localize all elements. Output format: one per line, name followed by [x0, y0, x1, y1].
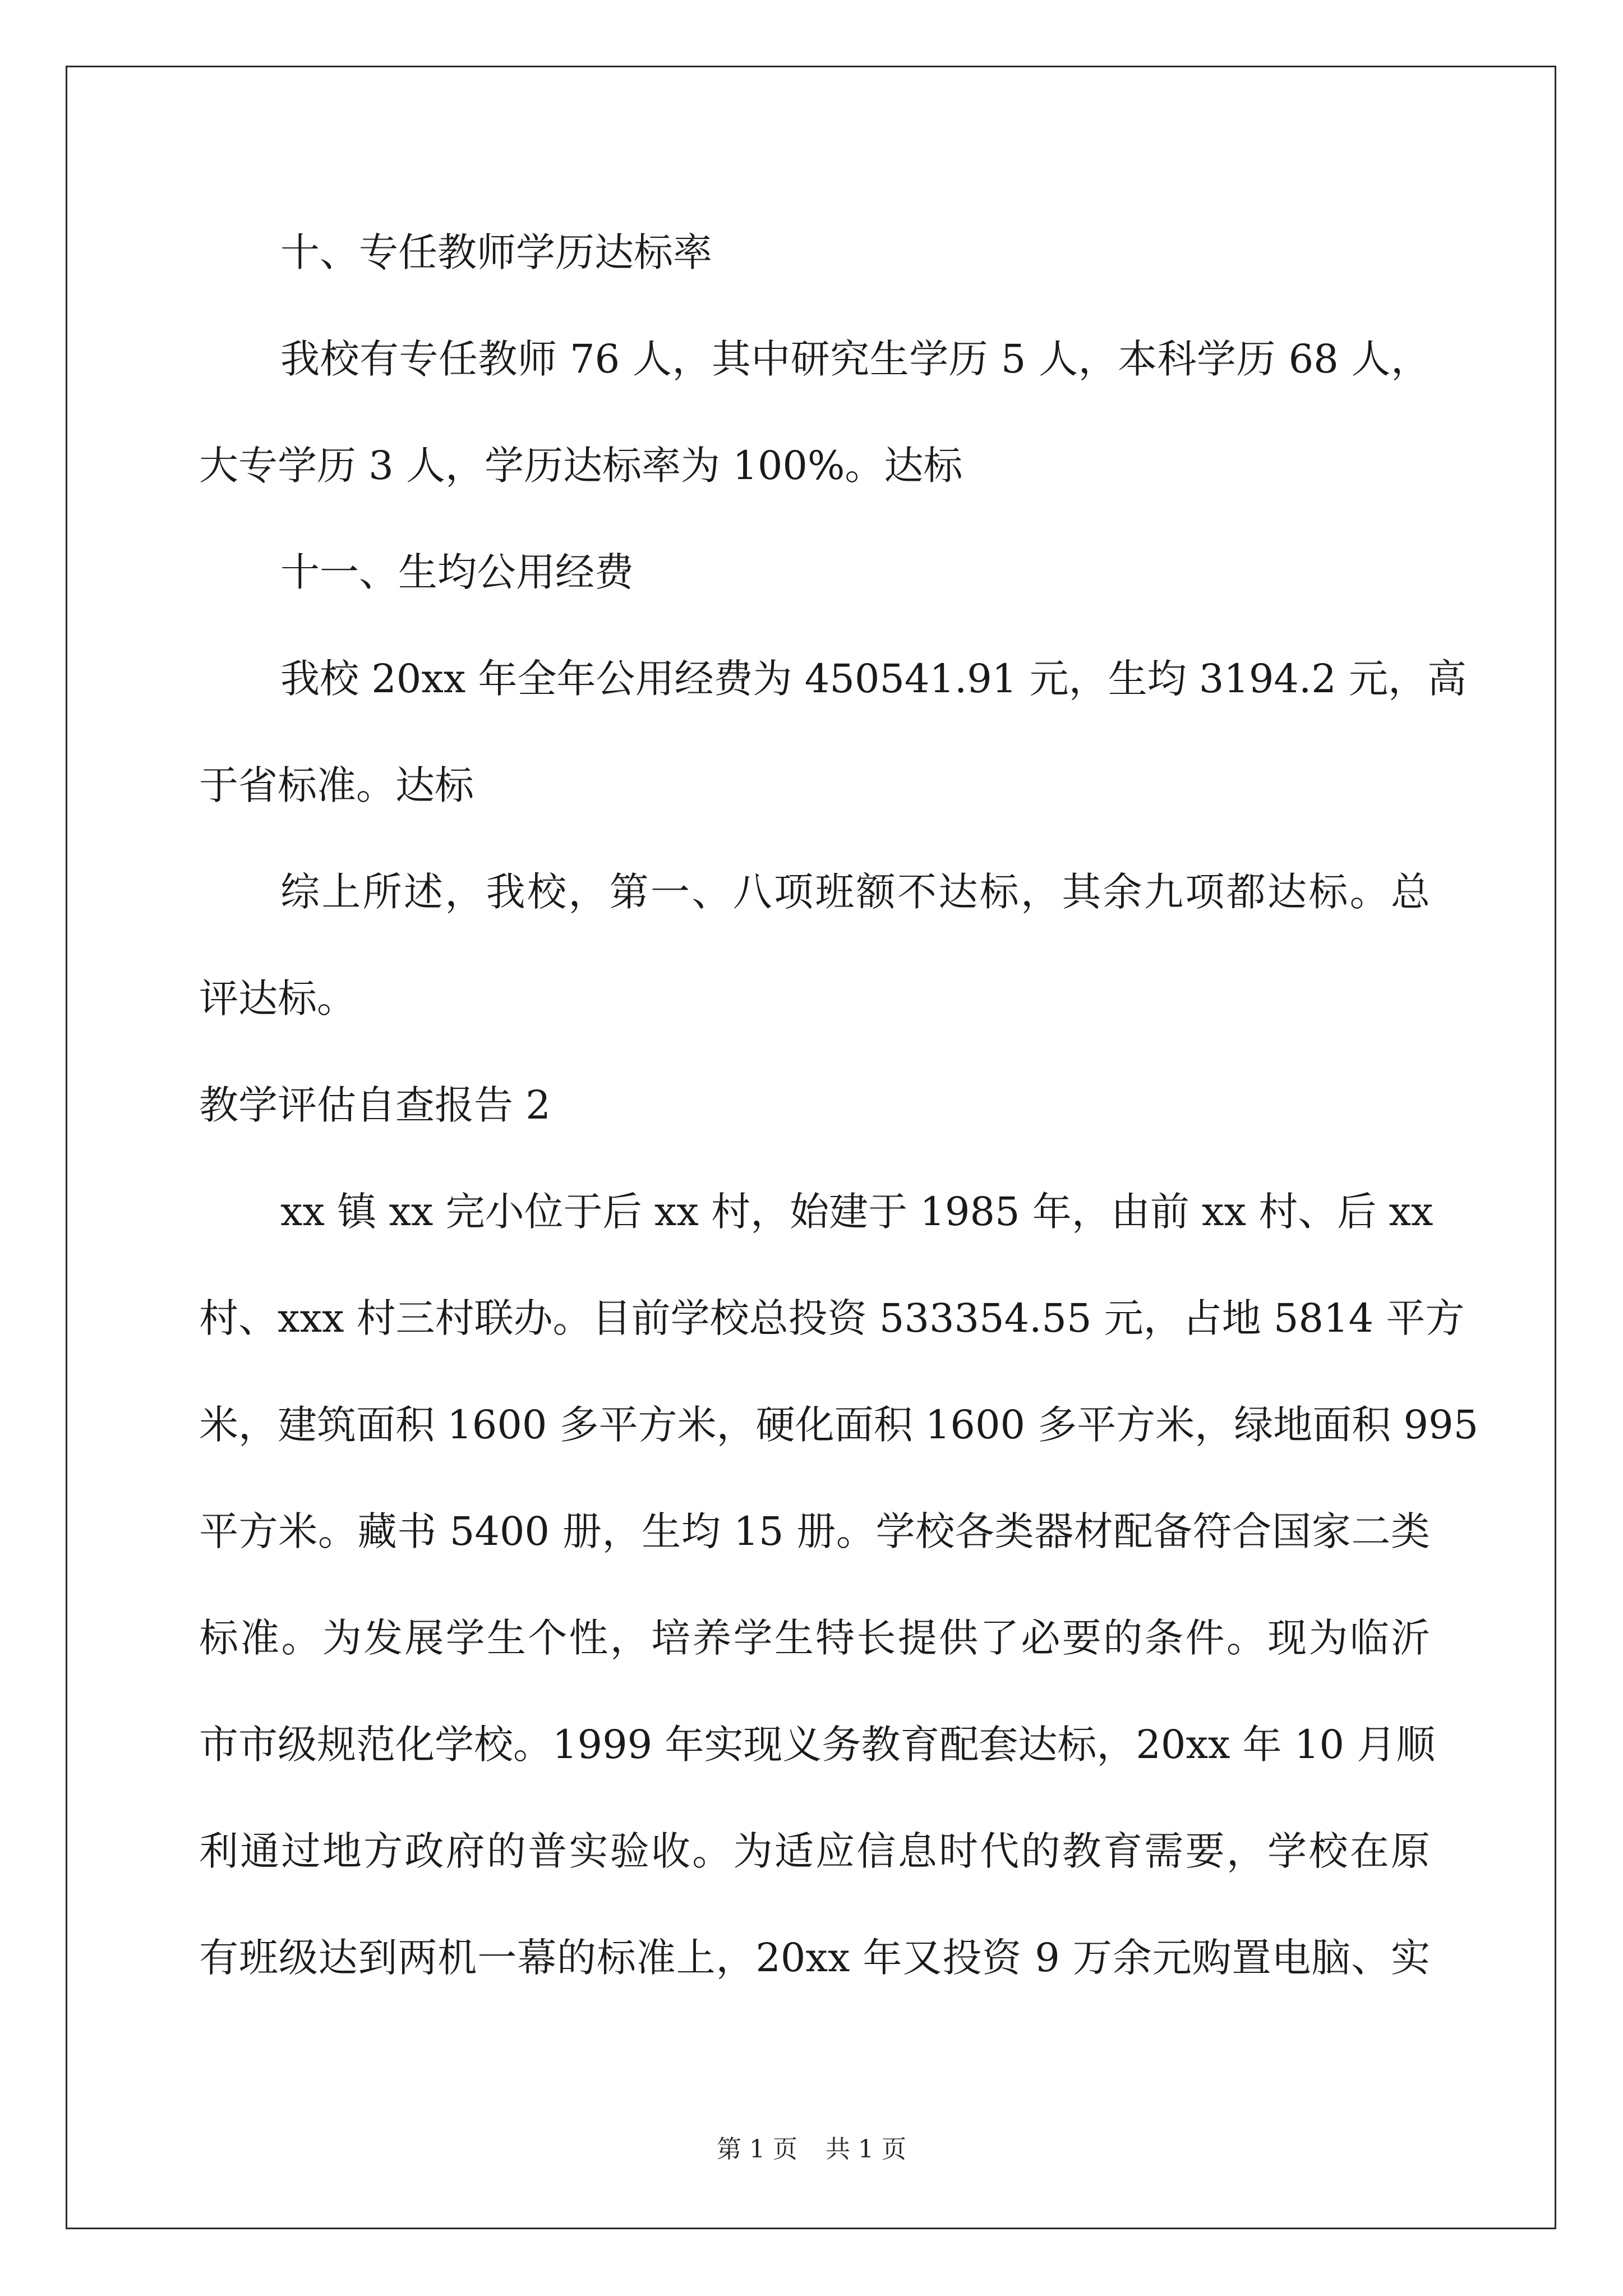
- page-number-current: 第 1 页: [717, 2135, 797, 2164]
- document-body: [199, 213, 1479, 2025]
- paragraph-line: 于省标准。达标: [199, 762, 474, 808]
- paragraph-line: 我校 20xx 年全年公用经费为 450541.91 元，生均 3194.2 元，高: [280, 656, 1467, 702]
- section-title: 教学评估自查报告 2: [199, 1082, 551, 1128]
- paragraph-line: 市市级规范化学校。1999 年实现义务教育配套达标，20xx 年 10 月顺: [199, 1722, 1436, 1768]
- paragraph-line: 有班级达到两机一幕的标准上，20xx 年又投资 9 万余元购置电脑、实: [199, 1935, 1430, 1981]
- paragraph-line: 米，建筑面积 1600 多平方米，硬化面积 1600 多平方米，绿地面积 995: [199, 1402, 1479, 1448]
- page-footer: [0, 2129, 1623, 2165]
- paragraph-line: xx 镇 xx 完小位于后 xx 村，始建于 1985 年，由前 xx 村、后 xx: [280, 1189, 1433, 1235]
- paragraph-line: 村、xxx 村三村联办。目前学校总投资 533354.55 元，占地 5814 平方: [199, 1295, 1465, 1341]
- paragraph-line: 综上所述，我校，第一、八项班额不达标，其余九项都达标。总: [280, 869, 1430, 915]
- heading-line: 十、专任教师学历达标率: [280, 229, 712, 275]
- paragraph-line: 大专学历 3 人，学历达标率为 100%。达标: [199, 443, 963, 489]
- paragraph-line: 评达标。: [199, 976, 356, 1022]
- paragraph-line: 标准。为发展学生个性，培养学生特长提供了必要的条件。现为临沂: [199, 1615, 1430, 1661]
- paragraph-line: 平方米。藏书 5400 册，生均 15 册。学校各类器材配备符合国家二类: [199, 1508, 1430, 1554]
- heading-line: 十一、生均公用经费: [280, 549, 634, 595]
- paragraph-line: 我校有专任教师 76 人，其中研究生学历 5 人，本科学历 68 人，: [280, 336, 1430, 382]
- page-number-total: 共 1 页: [826, 2135, 906, 2164]
- paragraph-line: 利通过地方政府的普实验收。为适应信息时代的教育需要，学校在原: [199, 1828, 1430, 1874]
